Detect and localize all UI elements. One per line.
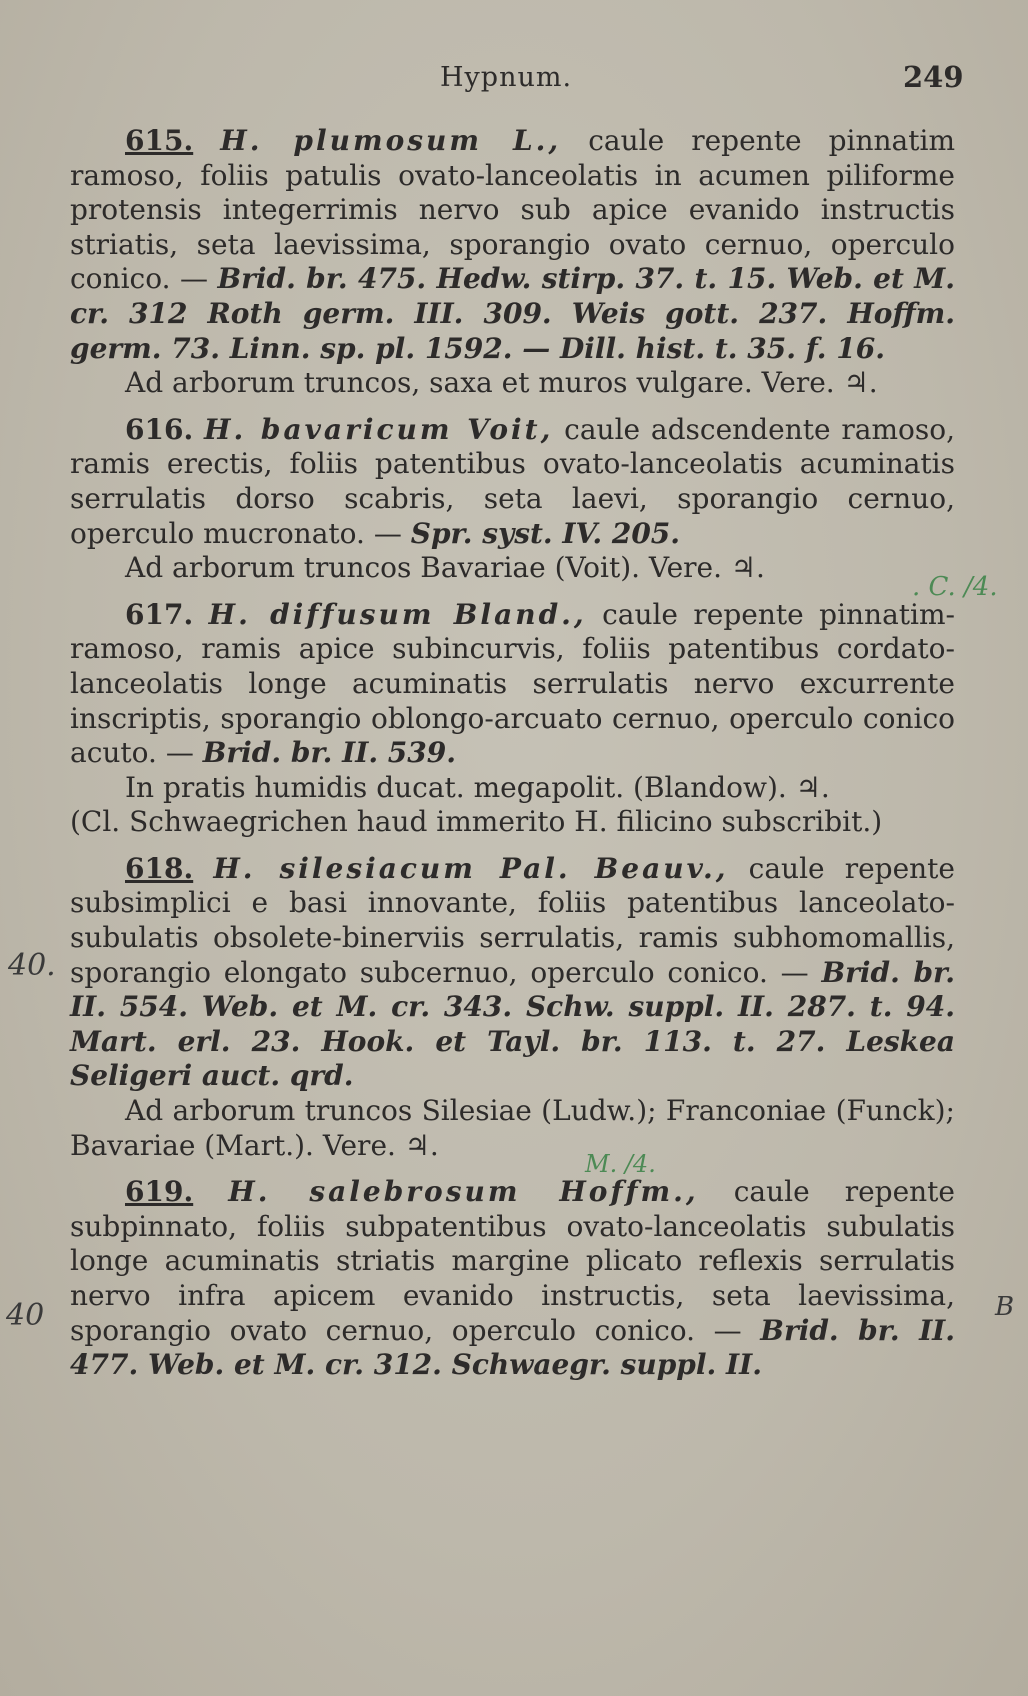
references: Brid. br. 475. Hedw. stirp. 37. t. 15. Web. et M. cr. 312 Roth germ. III. 309. Weis gott. 237. Hoffm. germ. 73. Linn. sp. pl. 1592. — Dill. hist. t. 35. f. 16. <box>70 262 955 365</box>
entry-617 <box>70 598 955 840</box>
species-name: H. plumosum L., <box>220 124 562 157</box>
description: caule repente subsimplici e basi innovante, foliis patentibus lanceolato-subulatis obsolete-binerviis serrulatis, ramis subhomomallis, sporangio elongato subcernuo, operculo conico. — <box>70 851 956 989</box>
entry-number: 616. <box>125 412 194 446</box>
entry-615 <box>70 124 955 401</box>
entry-number: 618. <box>125 851 194 885</box>
species-name: H. diffusum Bland., <box>208 597 587 631</box>
entry-618 <box>70 852 955 1163</box>
references: Brid. br. II. 477. Web. et M. cr. 312. Schwaegr. suppl. II. <box>70 1313 956 1382</box>
pencil-note-618-inline: M. /4. <box>585 1150 656 1178</box>
pencil-note-619-right: B <box>995 1292 1015 1322</box>
note: (Cl. Schwaegrichen haud immerito H. filicino subscribit.) <box>70 805 883 839</box>
pencil-note-618-margin: 40. <box>8 948 56 983</box>
references: Spr. syst. IV. 205. <box>410 516 681 550</box>
references: Brid. br. II. 539. <box>202 736 457 770</box>
running-header <box>0 58 1028 98</box>
species-name: H. bavaricum Voit, <box>204 412 554 446</box>
page-number: 249 <box>903 60 964 94</box>
entry-number: 617. <box>125 597 194 631</box>
entry-619 <box>70 1175 955 1383</box>
running-title: Hypnum. <box>440 62 573 93</box>
references: Brid. br. II. 554. Web. et M. cr. 343. Schw. suppl. II. 287. t. 94. Mart. erl. 23. Hook. et Tayl. br. 113. t. 27. Leskea Seligeri auct. qrd. <box>70 955 955 1093</box>
habitat: Ad arborum truncos, saxa et muros vulgare. Vere. ♃. <box>125 366 878 400</box>
species-name: H. silesiacum Pal. Beauv., <box>213 851 729 885</box>
description: caule adscendente ramoso, ramis erectis, foliis patentibus ovato-lanceolatis acuminatis serrulatis dorso scabris, seta laevi, sporangio cernuo, operculo mucronato. — <box>70 412 956 550</box>
habitat: In pratis humidis ducat. megapolit. (Blandow). ♃. <box>125 770 830 804</box>
description: caule repente pinnatim ramoso, foliis patulis ovato-lanceolatis in acumen piliforme protensis integerrimis nervo sub apice evanido instructis striatis, seta laevissima, sporangio ovato cernuo, operculo conico. — <box>70 124 955 296</box>
page-body <box>70 124 955 1395</box>
pencil-note-616: . C. /4. <box>912 572 998 602</box>
description: caule repente pinnatim-ramoso, ramis apice subincurvis, foliis patentibus cordato-lanceolatis longe acuminatis serrulatis nervo excurrente inscriptis, sporangio oblongo-arcuato cernuo, operculo conico acuto. — <box>70 597 955 770</box>
entry-number: 619. <box>125 1175 194 1209</box>
entry-616 <box>70 413 955 586</box>
habitat: Ad arborum truncos Silesiae (Ludw.); Franconiae (Funck); Bavariae (Mart.). Vere. ♃. <box>70 1094 955 1162</box>
habitat: Ad arborum truncos Bavariae (Voit). Vere. ♃. <box>125 551 765 585</box>
description: caule repente subpinnato, foliis subpatentibus ovato-lanceolatis subulatis longe acuminatis striatis margine plicato reflexis serrulatis nervo infra apicem evanido instructis, seta laevissima, sporangio ovato cernuo, operculo conico. — <box>70 1175 956 1347</box>
species-name: H. salebrosum Hoffm., <box>228 1175 699 1209</box>
pencil-note-619-margin: 40 <box>6 1298 45 1333</box>
entry-number: 615. <box>125 124 194 157</box>
